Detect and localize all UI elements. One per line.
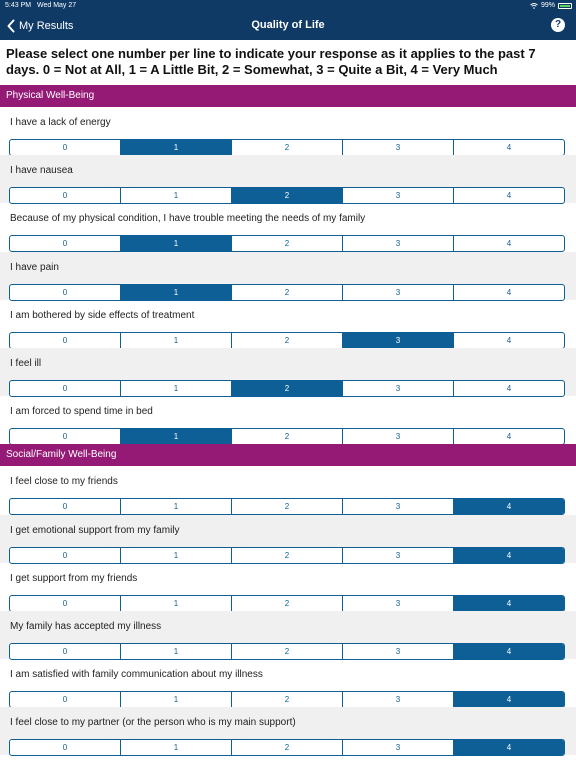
question-label: I feel close to my friends bbox=[10, 476, 118, 487]
rating-option-0[interactable]: 0 bbox=[62, 599, 68, 608]
rating-option-2[interactable]: 2 bbox=[231, 644, 342, 659]
rating-option-4[interactable]: 4 bbox=[453, 188, 564, 203]
question-label: I feel close to my partner (or the person who is my main support) bbox=[10, 717, 296, 728]
wifi-icon bbox=[530, 3, 538, 9]
rating-option-3[interactable]: 3 bbox=[342, 548, 453, 563]
question-label: I have nausea bbox=[10, 165, 73, 176]
status-date: Wed May 27 bbox=[37, 2, 77, 9]
rating-option-2[interactable]: 2 bbox=[231, 740, 342, 755]
question-label: I am bothered by side effects of treatment bbox=[10, 310, 195, 321]
question-row bbox=[0, 515, 576, 563]
rating-segmented-control bbox=[9, 739, 565, 756]
rating-segmented-control bbox=[9, 428, 565, 445]
rating-option-4[interactable]: 4 bbox=[453, 644, 564, 659]
rating-option-2[interactable]: 2 bbox=[231, 381, 342, 396]
rating-option-4[interactable]: 4 bbox=[453, 740, 564, 755]
question-row bbox=[0, 203, 576, 251]
rating-option-1[interactable]: 1 bbox=[120, 140, 231, 155]
navigation-bar bbox=[0, 11, 576, 40]
rating-option-2[interactable]: 2 bbox=[231, 429, 342, 444]
rating-segmented-control bbox=[9, 643, 565, 660]
battery-percent: 99% bbox=[540, 2, 555, 9]
rating-segmented-control bbox=[9, 380, 565, 397]
rating-option-4[interactable]: 4 bbox=[453, 499, 564, 514]
rating-option-3[interactable]: 3 bbox=[342, 499, 453, 514]
question-row bbox=[0, 611, 576, 659]
question-row bbox=[0, 659, 576, 707]
rating-segmented-control bbox=[9, 547, 565, 564]
question-label: I have pain bbox=[10, 262, 59, 273]
rating-option-1[interactable]: 1 bbox=[120, 381, 231, 396]
question-label: I feel ill bbox=[10, 358, 42, 369]
instructions-text: Please select one number per line to indicate your response as it applies to the past 7 days. 0 = Not at All, 1 = A Little Bit, 2 = Somewhat, 3 = Quite a Bit, 4 = Very Much bbox=[6, 46, 536, 77]
question-row bbox=[0, 252, 576, 300]
rating-option-1[interactable]: 1 bbox=[120, 740, 231, 755]
rating-option-4[interactable]: 4 bbox=[453, 236, 564, 251]
rating-option-0[interactable]: 0 bbox=[62, 239, 68, 248]
rating-option-0[interactable]: 0 bbox=[62, 143, 68, 152]
section-header: Social/Family Well-Being bbox=[0, 444, 576, 466]
question-label: I get emotional support from my family bbox=[10, 525, 180, 536]
rating-option-2[interactable]: 2 bbox=[231, 692, 342, 707]
rating-option-0[interactable]: 0 bbox=[62, 551, 68, 560]
rating-option-1[interactable]: 1 bbox=[120, 333, 231, 348]
question-label: I get support from my friends bbox=[10, 573, 138, 584]
rating-option-3[interactable]: 3 bbox=[342, 236, 453, 251]
rating-segmented-control bbox=[9, 332, 565, 349]
rating-option-0[interactable]: 0 bbox=[62, 336, 68, 345]
section-header: Physical Well-Being bbox=[0, 85, 576, 107]
page-title: Quality of Life bbox=[251, 19, 325, 31]
rating-option-4[interactable]: 4 bbox=[453, 692, 564, 707]
rating-option-2[interactable]: 2 bbox=[231, 596, 342, 611]
rating-option-0[interactable]: 0 bbox=[62, 432, 68, 441]
rating-option-4[interactable]: 4 bbox=[453, 596, 564, 611]
question-label: I am forced to spend time in bed bbox=[10, 406, 153, 417]
question-row bbox=[0, 155, 576, 203]
rating-option-3[interactable]: 3 bbox=[342, 140, 453, 155]
question-row bbox=[0, 396, 576, 444]
rating-option-3[interactable]: 3 bbox=[342, 188, 453, 203]
rating-option-2[interactable]: 2 bbox=[231, 333, 342, 348]
rating-option-3[interactable]: 3 bbox=[342, 644, 453, 659]
rating-option-2[interactable]: 2 bbox=[231, 499, 342, 514]
question-label: Because of my physical condition, I have trouble meeting the needs of my family bbox=[10, 213, 366, 224]
rating-option-4[interactable]: 4 bbox=[453, 140, 564, 155]
rating-option-1[interactable]: 1 bbox=[120, 596, 231, 611]
rating-option-2[interactable]: 2 bbox=[231, 236, 342, 251]
rating-option-1[interactable]: 1 bbox=[120, 236, 231, 251]
rating-option-0[interactable]: 0 bbox=[62, 743, 68, 752]
rating-segmented-control bbox=[9, 284, 565, 301]
status-bar bbox=[0, 0, 576, 11]
rating-option-4[interactable]: 4 bbox=[453, 381, 564, 396]
rating-option-2[interactable]: 2 bbox=[231, 548, 342, 563]
rating-option-1[interactable]: 1 bbox=[120, 692, 231, 707]
rating-segmented-control bbox=[9, 235, 565, 252]
rating-segmented-control bbox=[9, 595, 565, 612]
rating-option-3[interactable]: 3 bbox=[342, 381, 453, 396]
rating-option-0[interactable]: 0 bbox=[62, 695, 68, 704]
status-time: 5:43 PM bbox=[5, 2, 32, 9]
rating-segmented-control bbox=[9, 691, 565, 708]
help-icon[interactable]: ? bbox=[551, 18, 565, 32]
rating-option-0[interactable]: 0 bbox=[62, 647, 68, 656]
rating-option-3[interactable]: 3 bbox=[342, 429, 453, 444]
rating-option-3[interactable]: 3 bbox=[342, 333, 453, 348]
rating-option-0[interactable]: 0 bbox=[62, 502, 68, 511]
rating-segmented-control bbox=[9, 139, 565, 156]
rating-option-1[interactable]: 1 bbox=[120, 548, 231, 563]
rating-option-4[interactable]: 4 bbox=[453, 285, 564, 300]
question-label: I am satisfied with family communication about my illness bbox=[10, 669, 263, 680]
rating-option-4[interactable]: 4 bbox=[453, 333, 564, 348]
rating-option-3[interactable]: 3 bbox=[342, 692, 453, 707]
rating-option-4[interactable]: 4 bbox=[453, 548, 564, 563]
rating-option-2[interactable]: 2 bbox=[231, 140, 342, 155]
question-label: I have a lack of energy bbox=[10, 117, 111, 128]
rating-segmented-control bbox=[9, 498, 565, 515]
rating-option-1[interactable]: 1 bbox=[120, 644, 231, 659]
question-row bbox=[0, 300, 576, 348]
rating-option-0[interactable]: 0 bbox=[62, 191, 68, 200]
question-row bbox=[0, 348, 576, 396]
status-right bbox=[530, 0, 572, 11]
question-row bbox=[0, 466, 576, 514]
back-label: My Results bbox=[19, 19, 74, 32]
rating-option-2[interactable]: 2 bbox=[231, 285, 342, 300]
rating-option-0[interactable]: 0 bbox=[62, 384, 68, 393]
question-row bbox=[0, 563, 576, 611]
rating-option-3[interactable]: 3 bbox=[342, 285, 453, 300]
question-row bbox=[0, 707, 576, 755]
rating-segmented-control bbox=[9, 187, 565, 204]
battery-icon bbox=[558, 3, 572, 9]
rating-option-1[interactable]: 1 bbox=[120, 429, 231, 444]
rating-option-3[interactable]: 3 bbox=[342, 740, 453, 755]
rating-option-3[interactable]: 3 bbox=[342, 596, 453, 611]
rating-option-1[interactable]: 1 bbox=[120, 285, 231, 300]
rating-option-4[interactable]: 4 bbox=[453, 429, 564, 444]
question-row bbox=[0, 107, 576, 155]
rating-option-1[interactable]: 1 bbox=[120, 499, 231, 514]
rating-option-2[interactable]: 2 bbox=[231, 188, 342, 203]
rating-option-0[interactable]: 0 bbox=[62, 288, 68, 297]
question-label: My family has accepted my illness bbox=[10, 621, 162, 632]
rating-option-1[interactable]: 1 bbox=[120, 188, 231, 203]
